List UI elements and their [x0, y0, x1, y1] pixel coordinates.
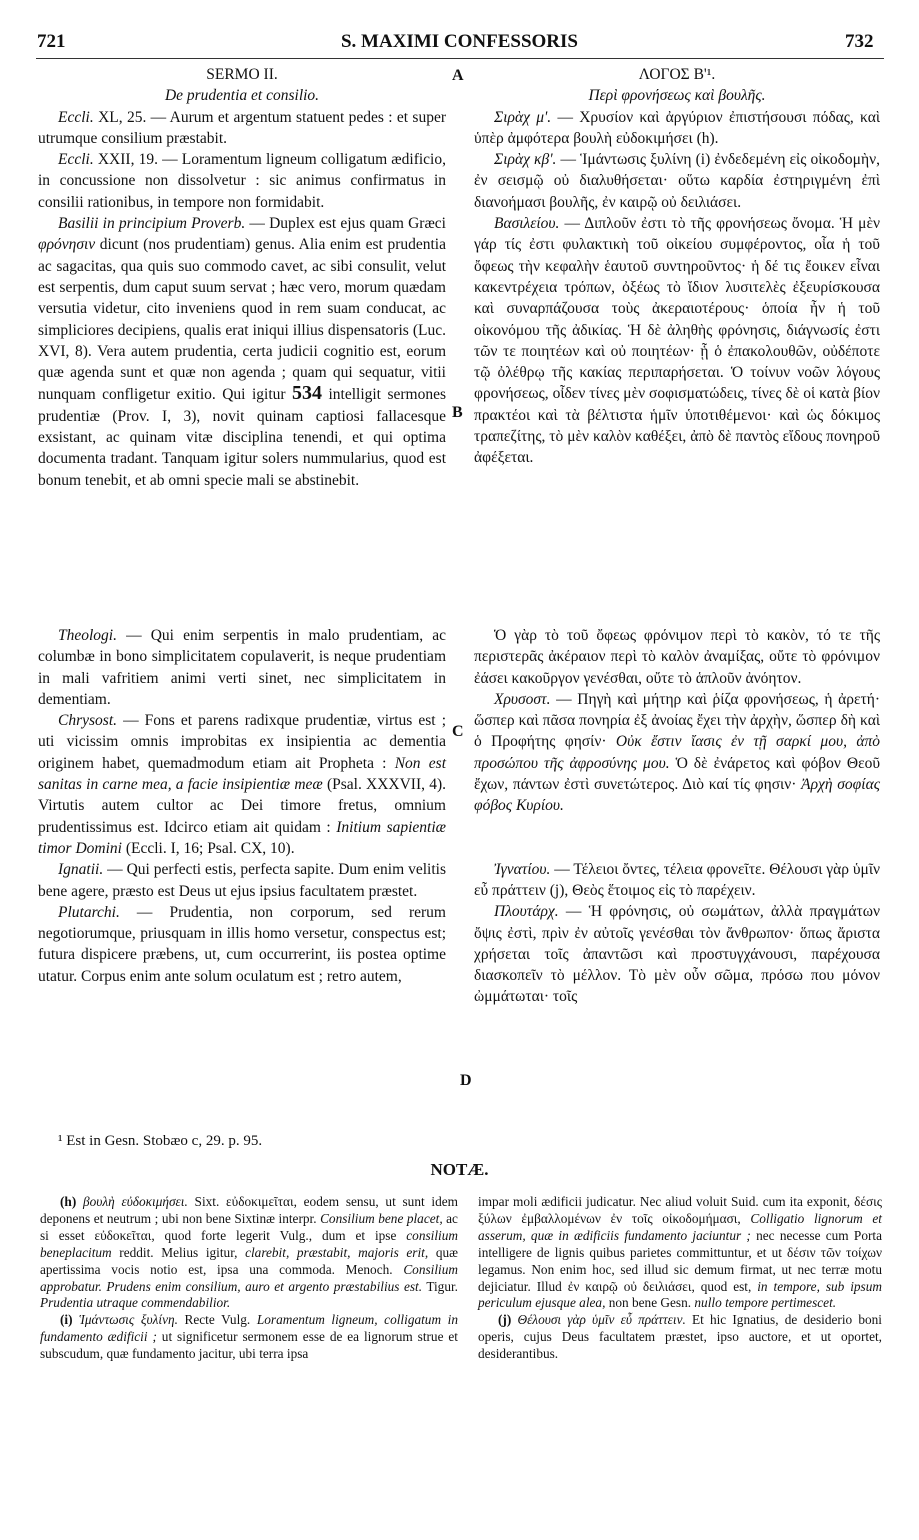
column-number: 534: [292, 382, 322, 405]
latin-paragraph: Basilii in principium Proverb. — Duplex est ejus quam Græci φρόνησιν dicunt (nos prudentiam) genus. Alia enim est prudentia ac sagacitas, qua quis suo commodo cavet, ac sibi consulit, velut est serpentis, dum caput suum servat ; hæc vero, morum quædam versutia videtur, cito inveniens quod in rem suam conducat, ac simpliciores decipiens, qualis erat iniqui illius dispensatoris (Luc. XVI, 8). Vera autem prudentia, certa judicii cognitio est, eorum quæ agenda sunt et quæ non agenda ; quam qui sequatur, vitii nunquam confligetur exitio. Qui igitur 534 intelligit sermones prudentiæ (Prov. I, 3), novit quinam captiosi fallacesque exsistant, ac quinam vitæ disciplina tenendi, et qui optima documenta tradant. Tanquam igitur solers nummularius, quod est bonum tenebit, et ab omni specie mali se abstinebit.: [38, 215, 446, 489]
greek-heading: ΛΟΓΟΣ Β'¹.: [638, 66, 716, 83]
greek-paragraph: Ὁ γὰρ τὸ τοῦ ὄφεως φρόνιμον περὶ τὸ κακὸν, τό τε τῆς περιστερᾶς ἀκέραιον περὶ τὸ καλὸν ἀναμίξας, οὔτε τὸ φρόνιμον ἐάσει κακοῦργον γενέσθαι, οὔτε τὸ ἁπλοῦν ἀνόητον.: [474, 627, 880, 687]
latin-column-top: [38, 64, 446, 491]
greek-paragraph: Ἰγνατίου. — Τέλειοι ὄντες, τέλεια φρονεῖτε. Θέλουσι γὰρ ὑμῖν εὖ πράττειν (j), Θεὸς ἕτοιμος εἰς τὸ παρέχειν.: [474, 860, 880, 899]
greek-subheading: Περὶ φρονήσεως καὶ βουλῆς.: [588, 87, 766, 105]
margin-mark-b: B: [452, 404, 463, 421]
latin-subheading: De prudentia et consilio.: [164, 87, 320, 105]
latin-paragraph: Ignatii. — Qui perfecti estis, perfecta sapite. Dum enim velitis bene agere, præsto est Deus ut ejus ipsius facultatem præstet.: [38, 861, 446, 900]
note-i-continued: impar moli ædificii judicatur. Nec aliud voluit Suid. cum ita exponit, δέσις ξύλων ἐμβαλλομένων ἐν τοῖς οἰκοδομήμασι, Colligatio lignorum et asserum, quæ in ædificiis fundamento jaciuntur ; nec necesse cum Porta intelligere de lignis quibus parietes committuntur, et ut δέσιν τῶν τοίχων legamus. Non enim hoc, sed illud sic demum firmat, ut nec terræ motu dejiciatur. Illud ἐν καιρῷ οὐ δειλιάσει, quod est, in tempore, sub ipsum periculum ejusque alea, non bene Gesn. nullo tempore pertimescet.: [478, 1194, 882, 1311]
latin-column-bottom: [38, 625, 446, 987]
notes-right-column: [478, 1194, 882, 1363]
footnote: ¹ Est in Gesn. Stobæo c, 29. p. 95.: [58, 1133, 263, 1149]
margin-mark-a: A: [452, 67, 464, 84]
greek-column-top: [474, 64, 880, 469]
running-title: S. MAXIMI CONFESSORIS: [340, 31, 578, 52]
note-j: (j) Θέλουσι γὰρ ὑμῖν εὖ πράττειν. Et hic Ignatius, de desiderio boni operis, cujus Deus facultatem præstet, ipso auctore, et ut oportet, desiderantibus.: [478, 1312, 883, 1362]
margin-mark-c: C: [452, 723, 464, 740]
page-number-left: 721: [37, 31, 66, 52]
greek-paragraph: Βασιλείου. — Διπλοῦν ἐστι τὸ τῆς φρονήσεως ὄνομα. Ἡ μὲν γάρ τίς ἐστι φυλακτικὴ τοῦ οἰκείου συμφέροντος, οἷα ἡ τοῦ ὄφεως τὴν κεφαλὴν ἑαυτοῦ συντηροῦντος· ἡ δέ τις ἔοικεν εἶναι κακεντρέχεια τρόπων, ὀξέως τὸ ἴδιον λυσιτελὲς ἐξευρίσκουσα καὶ συναρπάζουσα τοὺς ἀκεραιοτέρους· ὁποία ἦν ἡ τοῦ οἰκονόμου τῆς ἀδικίας. Ἡ δὲ ἀληθὴς φρόνησις, διάγνωσίς ἐστι τῶν τε ποιητέων καὶ οὐ ποιητέων· ᾗ ὁ ἐπακολουθῶν, οὐδέποτε τῷ ὀλέθρῳ τῆς κακίας περιπαρήσεται. Ὁ τοίνυν νοῶν λόγους φρονήσεως, οἶδεν τίνες μὲν σοφισματώδεις, τίνες δὲ οἱ κατὰ βίον πρακτέοι καὶ τὰ βέλτιστα ἡμῖν ὑποτιθέμενοι· καὶ ὡς δόκιμος τραπεζίτης, τὸ μὲν καλὸν καθέξει, ἀπὸ δὲ παντὸς εἴδους πονηροῦ ἀφέξεται.: [474, 215, 880, 467]
page-number-right: 732: [845, 31, 874, 52]
notes-left-column: [40, 1194, 458, 1363]
margin-mark-d: D: [460, 1072, 472, 1089]
header-rule: [36, 58, 884, 59]
note-i: (i) Ἱμάντωσις ξυλίνη. Recte Vulg. Loramentum ligneum, colligatum in fundamento ædificii ; ut significetur sermonem esse de ea lignorum strue et subscudum, quæ fundamento jacitur, ubi terra ipsa: [40, 1312, 458, 1362]
latin-paragraph: Eccli. XL, 25. — Aurum et argentum statuent pedes : et super utrumque consilium præstabit.: [38, 108, 446, 147]
latin-paragraph: Chrysost. — Fons et parens radixque prudentiæ, virtus est ; uti vicissim omnis improbitas ex insipientia ac dementia originem habet, quemadmodum etiam ait Propheta : Non est sanitas in carne mea, a facie insipientiæ meæ (Psal. XXXVII, 4). Virtutis autem cultor ac Dei timore fretus, omnium prudentissimus est. Idcirco etiam ait quidam : Initium sapientiæ timor Domini (Eccli. I, 16; Psal. CX, 10).: [38, 712, 446, 857]
note-h: (h) βουλὴ εὐδοκιμήσει. Sixt. εὐδοκιμεῖται, eodem sensu, ut sunt idem deponens et neutrum ; ubi non bene Sixtinæ interpr. Consilium bene placet, ac si esset εὐδοκεῖται, quod forte legerit Vulg., dum et ipse consilium beneplacitum reddit. Melius igitur, clarebit, præstabit, majoris erit, quæ apertissima vocis notio est, ipsa una commoda. Menoch. Consilium approbatur. Prudens enim consilium, auro et argento præstabilius est. Tigur. Prudentia utraque commendabilior.: [40, 1194, 459, 1311]
notes-heading: NOTÆ.: [430, 1160, 489, 1179]
latin-paragraph: Plutarchi. — Prudentia, non corporum, sed rerum negotiorumque, priusquam in illis homo versetur, conspectus est; futura dispicere præbens, ut, cum occurrerint, iis postea optime utatur. Corpus enim ante solum oculatum est ; retro autem,: [38, 903, 446, 985]
greek-paragraph: Σιρὰχ μ'. — Χρυσίον καὶ ἀργύριον ἐπιστήσουσι πόδας, καὶ ὑπὲρ ἀμφότερα βουλὴ εὐδοκιμήσει (h).: [474, 108, 880, 147]
greek-paragraph: Σιρὰχ κβ'. — Ἱμάντωσις ξυλίνη (i) ἐνδεδεμένη εἰς οἰκοδομὴν, ἐν σεισμῷ οὐ διαλυθήσεται· οὕτω καρδία ἐστηριγμένη ἐπὶ διανοήμασι βουλῆς, ἐν καιρῷ οὐ δειλιάσει.: [474, 151, 880, 211]
greek-paragraph: Χρυσοστ. — Πηγὴ καὶ μήτηρ καὶ ῥίζα φρονήσεως, ἡ ἀρετή· ὥσπερ καὶ πᾶσα πονηρία ἐξ ἀνοίας ἔχει τὴν ἀρχὴν, ὥσπερ δὴ καὶ ὁ Προφήτης φησίν· Οὐκ ἔστιν ἴασις ἐν τῇ σαρκί μου, ἀπὸ προσώπου τῆς ἀφροσύνης μου. Ὁ δὲ ἐνάρετος καὶ φόβον Θεοῦ ἔχων, πάντων ἐστὶ συνετώτερος. Διὸ καί τίς φησιν· Ἀρχὴ σοφίας φόβος Κυρίου.: [474, 690, 880, 815]
latin-heading: SERMO II.: [206, 66, 278, 83]
latin-paragraph: Eccli. XXII, 19. — Loramentum ligneum colligatum ædificio, in concussione non dissolvetur : sic animus confirmatus in consilii rationibus, in tempore non formidabit.: [38, 151, 446, 211]
greek-column-bottom: [474, 625, 880, 1008]
greek-paragraph: Πλουτάρχ. — Ἡ φρόνησις, οὐ σωμάτων, ἀλλὰ πραγμάτων ὄψις ἐστὶ, πρὶν ἐν αὐτοῖς γενέσθαι τὸν ἄνθρωπον· ὅπως ἄριστα χρήσεται τοῖς ἀπαντῶσι καὶ προστυγχάνουσι, παρέχουσα διασκοπεῖν τὸ μέλλον. Τὸ μὲν οὖν σῶμα, πρόσω που μόνον ὠμμάτωται· τοῖς: [474, 903, 880, 1006]
latin-paragraph: Theologi. — Qui enim serpentis in malo prudentiam, ac columbæ in bono simplicitatem copulaverit, is neque prudentiam in mali vafritiem animi verti sinet, nec simplicitatem in dementiam.: [38, 627, 446, 708]
